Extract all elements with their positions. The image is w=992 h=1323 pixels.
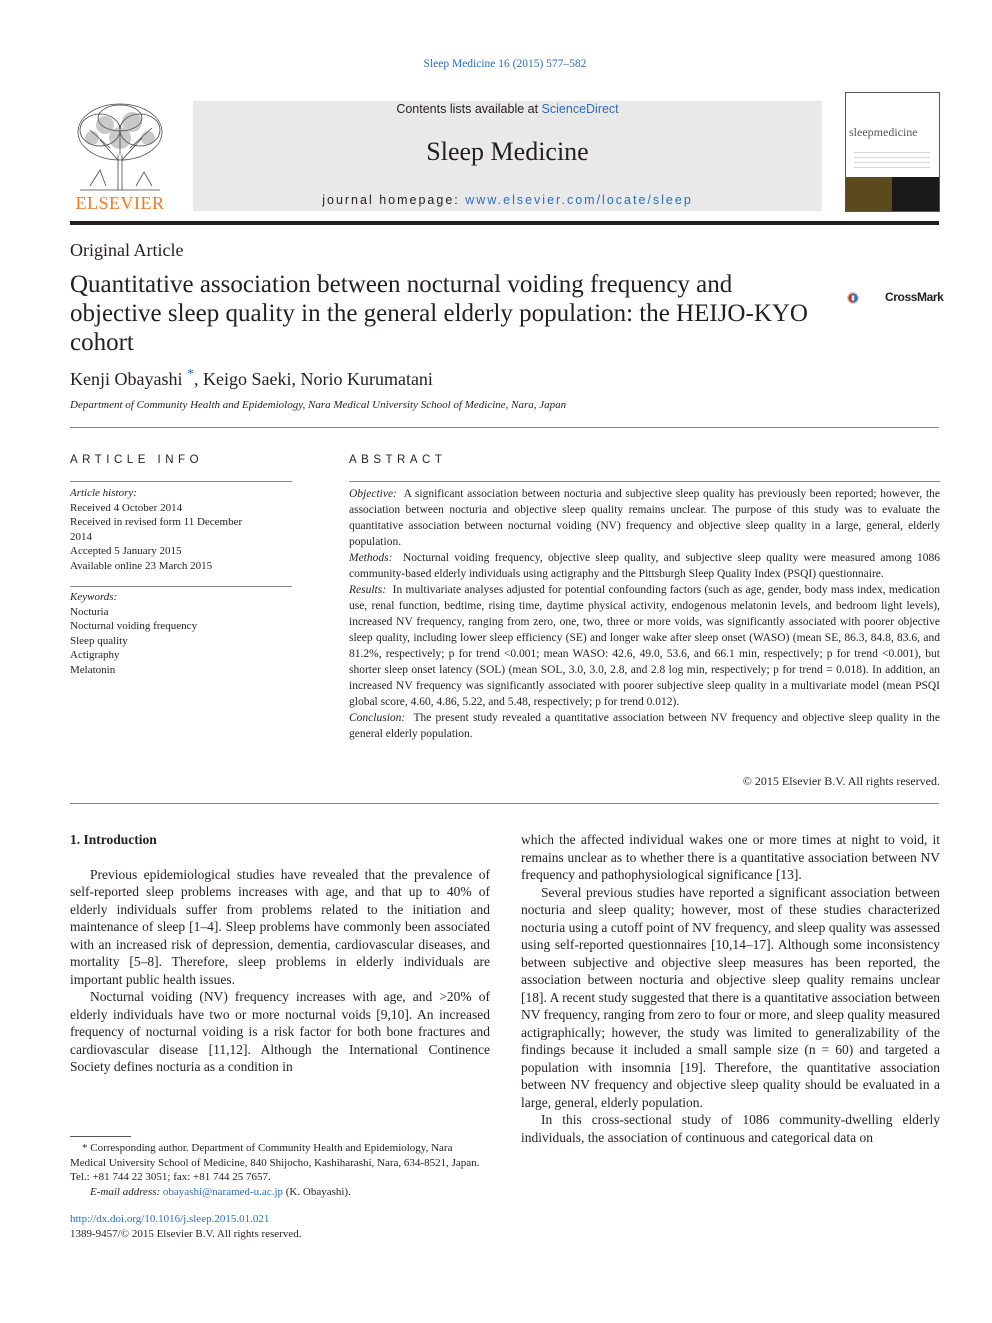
email-suffix: (K. Obayashi). [283,1185,351,1198]
keyword: Actigraphy [70,649,120,661]
journal-homepage [193,193,822,207]
keyword: Nocturia [70,605,109,618]
history-label: Article history: [70,487,137,499]
body-paragraph: which the affected individual wakes one or more times at night to void, it remains unclear as to whether there is a quantitative association between NV frequency and pathophysiological significance [13]. [521,832,940,882]
cover-title-a: sleep [849,125,874,139]
objective-text: A significant association between nocturia and subjective sleep quality has previously been reported; however, the association between nocturia and objective sleep quality remains unclear. The purpose of this study was to evaluate the quantitative association between nocturnal voiding (NV) frequency and objective sleep quality in a large, general, elderly population. [349,488,940,548]
doi-link[interactable]: http://dx.doi.org/10.1016/j.sleep.2015.01.021 [70,1213,270,1225]
affiliation-divider [70,427,939,428]
history-item: Available online 23 March 2015 [70,559,213,572]
body-right-column [521,831,940,1146]
contents-prefix: Contents lists available at [396,102,542,116]
objective-label: Objective: [349,488,397,500]
keyword: Melatonin [70,663,116,676]
cover-text-lines [854,148,930,170]
results-text: In multivariate analyses adjusted for potential confounding factors (such as age, gender, body mass index, medication use, renal function, bedtime, rising time, daytime physical activity, endogenous melatonin levels, and bedroom light levels), increased NV frequency, ranging from zero, one, two, three or more voids, was significantly associated with poorer objective sleep quality, including lower sleep efficiency (SE) and longer wake after sleep onset (WASO) (mean SE, 86.3, 84.8, 83.6, and 81.2%, respectively; p for trend <0.001; mean WASO: 42.6, 49.0, 53.6, and 66.1 min, respectively; p for trend <0.001), but shorter sleep onset latency (SOL) (mean SOL, 3.0, 3.0, 2.8, and 2.8 log min, respectively; p for trend = 0.018). In addition, an increased NV frequency was significantly associated with poorer subjective sleep quality in a multivariate model (mean PSQI global score, 4.60, 4.86, 5.22, and 5.48, respectively; p for trend 0.012). [349,584,940,708]
corresponding-author-note: * Corresponding author. Department of Community Health and Epidemiology, Nara Medical University School of Medicine, 840 Shijocho, Kashiharashi, Nara, 634-8521, Japan. Tel.: +81 744 22 3051; fax: +81 744 25 7657. [70,1142,480,1183]
email-link[interactable]: obayashi@naramed-u.ac.jp [162,1185,284,1198]
crossmark-icon[interactable] [847,280,887,316]
abstract-divider [349,481,940,482]
abstract-objective [349,486,940,550]
abstract-conclusion [349,710,940,742]
keywords-divider [70,586,292,587]
article-title: Quantitative association between nocturnal voiding frequency and objective sleep quality in the general elderly population: the HEIJO-KYO cohort [70,271,808,356]
article-type: Original Article [70,240,184,260]
history-item: Received in revised form 11 December [70,516,243,528]
footnote [70,1141,490,1199]
abstract-copyright: © 2015 Elsevier B.V. All rights reserved. [742,774,940,788]
abstract-bottom-divider [70,803,939,804]
cover-title-b: medicine [873,125,918,139]
keywords-label: Keywords: [70,591,118,603]
journal-cover-thumbnail[interactable] [845,92,940,212]
abstract-methods [349,550,940,582]
affiliation: Department of Community Health and Epidemiology, Nara Medical University School of Medicine, Nara, Japan [70,399,567,411]
abstract-heading: ABSTRACT [349,454,447,466]
doi-block [70,1212,302,1242]
crossmark-label[interactable]: CrossMark [885,290,944,304]
article-history [70,486,292,573]
article-info-divider [70,481,292,482]
results-label: Results: [349,584,387,596]
methods-label: Methods: [349,552,393,564]
keyword: Nocturnal voiding frequency [70,620,198,632]
journal-citation[interactable] [0,58,992,70]
email-label: E-mail address: [90,1185,163,1198]
history-item: Received 4 October 2014 [70,501,183,514]
homepage-prefix: journal homepage: [322,193,466,207]
article-info-heading: ARTICLE INFO [70,454,204,466]
conclusion-text: The present study revealed a quantitative association between NV frequency and objective sleep quality in the general elderly population. [349,712,940,740]
footnote-divider [70,1136,131,1137]
contents-line [193,102,822,116]
methods-text: Nocturnal voiding frequency, objective sleep quality, and subjective sleep quality were measured among 1086 community-based elderly individuals using actigraphy and the Pittsburgh Sleep Quality Index (PSQI) questionnaire. [349,552,940,580]
citation-link[interactable]: Sleep Medicine 16 (2015) 577–582 [423,58,587,70]
cover-footer-band [846,177,939,211]
body-left-column [70,831,490,1076]
email-line [70,1185,490,1200]
abstract-results [349,582,940,710]
keywords [70,590,292,677]
section-heading: 1. Introduction [70,832,157,847]
author-list [70,367,433,390]
cover-title [849,125,918,140]
body-paragraph: Previous epidemiological studies have revealed that the prevalence of self-reported sleep problems increases with age, and that up to 40% of elderly individuals suffer from problems related to the initiation and maintenance of sleep [1–4]. Sleep problems have commonly been associated with an increased risk of depression, dementia, cardiovascular diseases, and mortality [5–8]. Therefore, sleep problems in elderly individuals are important public health issues. [70,866,490,987]
other-authors: , Keigo Saeki, Norio Kurumatani [193,369,433,389]
elsevier-wordmark: ELSEVIER [75,193,165,213]
keyword: Sleep quality [70,634,128,647]
abstract-body [349,486,940,742]
first-author[interactable]: Kenji Obayashi [70,369,183,389]
conclusion-label: Conclusion: [349,712,406,724]
history-item: Accepted 5 January 2015 [70,545,182,557]
issn-line: 1389-9457/© 2015 Elsevier B.V. All rights reserved. [70,1228,302,1240]
corresponding-author-mark[interactable]: * [186,367,194,382]
body-paragraph: Several previous studies have reported a significant association between nocturia and sleep quality; however, most of these studies characterized nocturia using a cutoff point of NV frequency, and sleep quality was assessed using self-reported questionnaires [10,14–17]. Although some inconsistency between subjective and objective sleep measures has been reported, the association between nocturia and objective sleep quality remains unclear [18]. A recent study suggested that there is a quantitative association between NV frequency, ranging from zero to four or more, and sleep quality measured actigraphically; however, the study was limited to generalizability of the findings because it included a small sample size (n = 60) and targeted a population with insomnia [19]. Therefore, the quantitative association between NV frequency and objective sleep quality should be evaluated in a large, general, elderly population. [521,884,940,1110]
history-item: 2014 [70,530,92,543]
body-paragraph: In this cross-sectional study of 1086 community-dwelling elderly individuals, the association of continuous and categorical data on [521,1112,940,1145]
sciencedirect-link[interactable]: ScienceDirect [541,102,619,116]
journal-title: Sleep Medicine [426,137,589,166]
body-paragraph: Nocturnal voiding (NV) frequency increases with age, and >20% of elderly individuals have two or more nocturnal voids [9,10]. An increased frequency of nocturnal voiding is a risk factor for both bone fractures and cardiovascular disease [11,12]. Although the International Continence Society defines nocturia as a condition in [70,989,490,1074]
homepage-link[interactable]: www.elsevier.com/locate/sleep [465,193,693,207]
header-divider [70,221,939,225]
